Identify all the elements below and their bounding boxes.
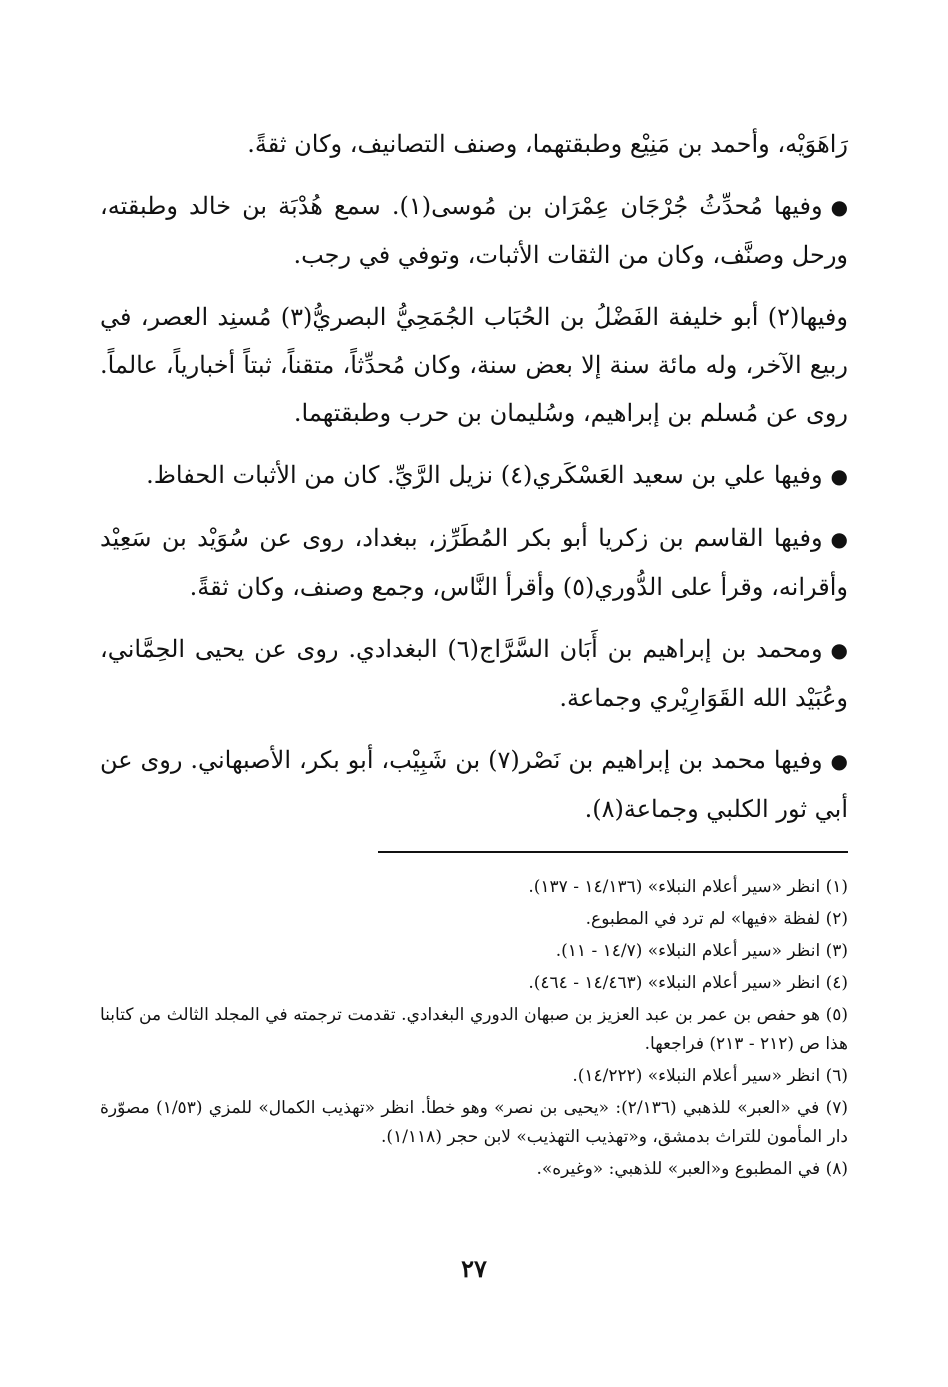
paragraph-text: وفيها القاسم بن زكريا أبو بكر المُطَرِّز، ببغداد، روى عن سُوَيْد بن سَعِيْد وأقرانه، وقرأ على الدُّوري(٥) وأقرأ النَّاس، وجمع وصنف، وكان ثقةً. [100,524,848,601]
paragraph-4 [100,451,848,500]
main-text [100,120,848,833]
paragraph-1 [100,120,848,168]
paragraph-text: وفيها مُحدِّثُ جُرْجَان عِمْرَان بن مُوسى(١). سمع هُدْبَة بن خالد وطبقته، ورحل وصنَّف، وكان من الثقات الأثبات، وتوفي في رجب. [100,192,848,269]
footnote-divider [378,851,848,853]
footnotes [100,873,848,1184]
footnote-8: (٨) في المطبوع و«العبر» للذهبي: «وغيره». [536,1159,848,1179]
bullet-icon: ● [830,464,848,488]
footnote-6: (٦) انظر «سير أعلام النبلاء» (١٤/٢٢٢). [572,1066,848,1086]
paragraph-text: ومحمد بن إبراهيم بن أَبَان السَّرَّاج(٦) البغدادي. روى عن يحيى الحِمَّاني، وعُبَيْد الله القَوَارِيْري وجماعة. [100,635,848,712]
paragraph-3 [100,293,848,437]
footnote-1: (١) انظر «سير أعلام النبلاء» (١٤/١٣٦ - ١٣٧). [528,877,848,897]
page-number: ٢٧ [461,1254,487,1283]
footnote-7: (٧) في «العبر» للذهبي (٢/١٣٦): «يحيى بن نصر» وهو خطأ. انظر «تهذيب الكمال» للمزي (١/٥٣) مصوّرة دار المأمون للتراث بدمشق، و«تهذيب التهذيب» لابن حجر (١/١١٨). [100,1098,848,1147]
paragraph-5 [100,514,848,611]
footnote-4: (٤) انظر «سير أعلام النبلاء» (١٤/٤٦٣ - ٤٦٤). [528,973,848,993]
paragraph-6 [100,625,848,722]
bullet-icon: ● [830,638,848,662]
footnote-5: (٥) هو حفص بن عمر بن عبد العزيز بن صبهان الدوري البغدادي. تقدمت ترجمته في المجلد الثالث من كتابنا هذا ص (٢١٢ - ٢١٣) فراجعها. [100,1005,848,1054]
bullet-icon: ● [830,195,849,219]
paragraph-text: وفيها محمد بن إبراهيم بن نَصْر(٧) بن شَبِيْب، أبو بكر، الأصبهاني. روى عن أبي ثور الكلبي وجماعة(٨). [100,746,848,823]
bullet-icon: ● [830,527,848,551]
footnote-3: (٣) انظر «سير أعلام النبلاء» (١٤/٧ - ١١). [555,941,848,961]
paragraph-text: وفيها(٢) أبو خليفة الفَضْلُ بن الحُبَاب الجُمَحِيُّ البصريُّ(٣) مُسنِد العصر، في ربيع الآخر، وله مائة سنة إلا بعض سنة، وكان مُحدِّثاً، متقناً، ثبتاً أخبارياً، عالماً. روى عن مُسلم بن إبراهيم، وسُليمان بن حرب وطبقتهما. [100,303,848,427]
footnote-2: (٢) لفظة «فيها» لم ترد في المطبوع. [585,909,848,929]
paragraph-text: رَاهَوَيْه، وأحمد بن مَنِيْع وطبقتهما، وصنف التصانيف، وكان ثقةً. [247,130,848,158]
paragraph-7 [100,736,848,833]
paragraph-2 [100,182,848,279]
bullet-icon: ● [830,749,848,773]
paragraph-text: وفيها علي بن سعيد العَسْكَري(٤) نزيل الرَّيِّ. كان من الأثبات الحفاظ. [146,461,823,489]
